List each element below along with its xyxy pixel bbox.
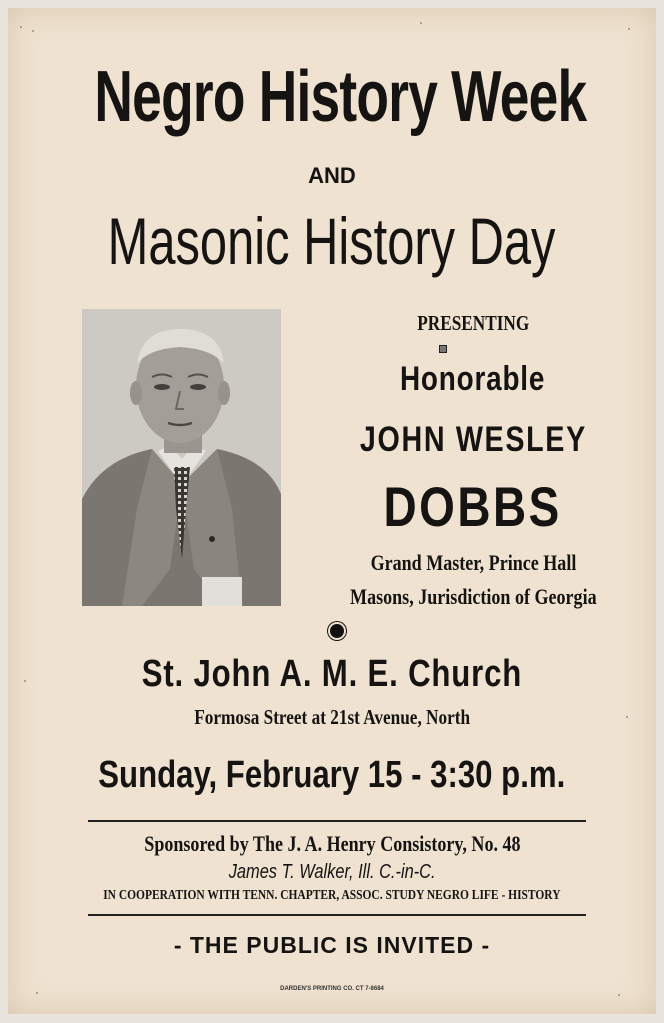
printer-credit: DARDEN'S PRINTING CO. CT 7-8684 [280,986,384,992]
and-word: AND [308,163,356,188]
paper-speck [32,30,34,32]
paper-speck [24,680,26,682]
paper-speck [36,992,38,994]
sponsor-line: Sponsored by The J. A. Henry Consistory, No. 48 [143,831,521,856]
divider-top [88,820,586,822]
position-line-2: Masons, Jurisdiction of Georgia [349,584,597,609]
portrait-image [82,309,281,606]
paper-speck [628,28,630,30]
cooperation-line: IN COOPERATION WITH TENN. CHAPTER, ASSOC. STUDY NEGRO LIFE - HISTORY [103,888,561,903]
printer-mark [439,345,447,353]
public-invitation: - THE PUBLIC IS INVITED - [173,932,491,958]
speaker-surname: DOBBS [383,475,563,538]
paper-speck [626,716,628,718]
speaker-position [290,546,656,614]
bullet-ornament [330,624,344,638]
poster [8,8,656,1014]
speaker-first-names: JOHN WESLEY [359,420,587,459]
venue-address: Formosa Street at 21st Avenue, North [194,705,470,729]
paper-speck [618,994,620,996]
event-datetime: Sunday, February 15 - 3:30 p.m. [98,754,566,796]
divider-bottom [88,914,586,916]
paper-speck [420,22,422,24]
poster-title: Negro History Week [94,57,587,137]
presenting-label: PRESENTING [417,311,529,335]
position-line-1: Grand Master, Prince Hall [370,550,576,575]
paper-speck [20,26,22,28]
officer-line: James T. Walker, Ill. C.-in-C. [228,861,436,883]
honorific: Honorable [400,360,546,398]
poster-subtitle: Masonic History Day [108,204,556,278]
portrait-photo [82,309,281,606]
venue-name: St. John A. M. E. Church [141,653,523,695]
